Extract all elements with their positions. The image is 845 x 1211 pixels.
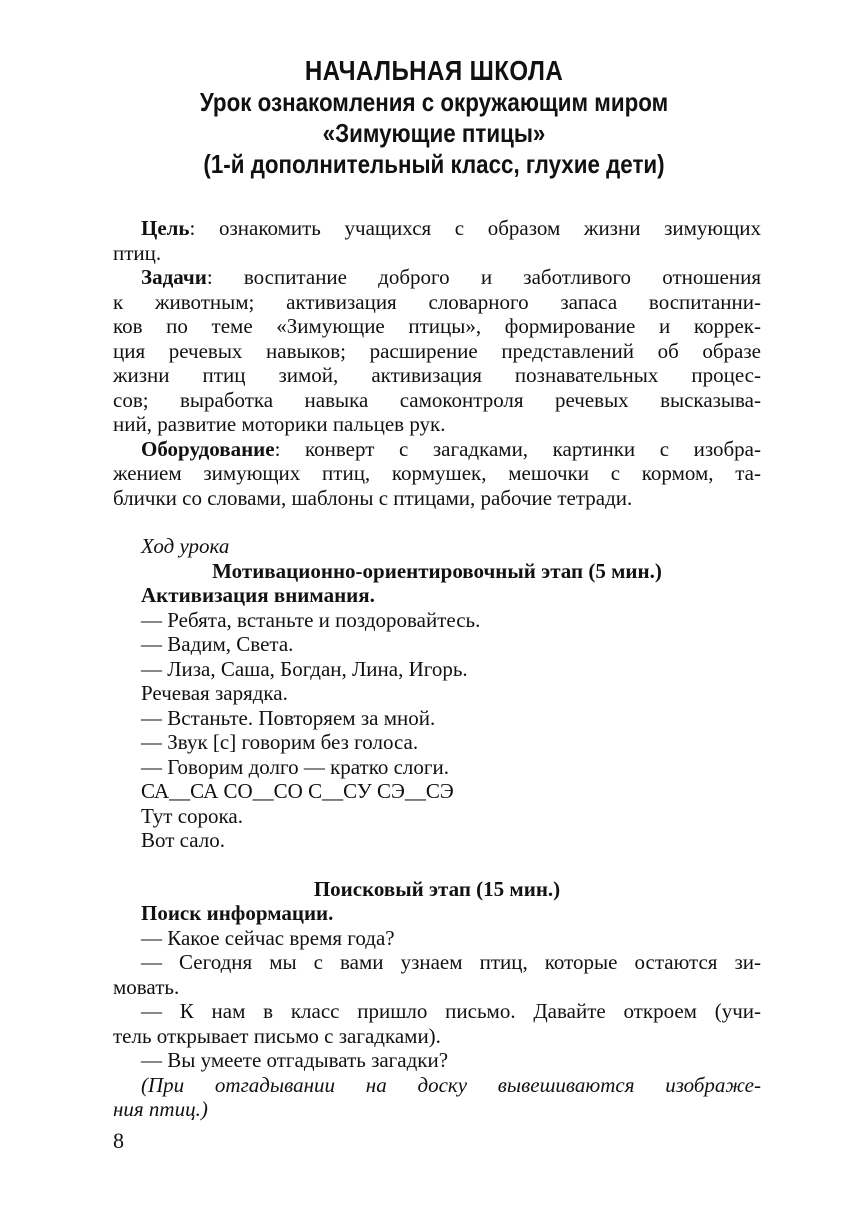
stage1-line: — Говорим долго — кратко слоги. (141, 754, 450, 779)
tasks-line-3: ков по теме «Зимующие птицы», формирование и коррек- (113, 314, 761, 338)
syllables-line: СА__СА СО__СО С__СУ СЭ__СЭ (141, 779, 454, 803)
stage1-line: — Лиза, Саша, Богдан, Лина, Игорь. (141, 656, 468, 681)
stage2-line: — Вы умеете отгадывать загадки? (141, 1048, 449, 1072)
page-number: 8 (113, 1128, 124, 1153)
equipment-paragraph (141, 437, 761, 462)
stage1-title: Мотивационно-ориентировочный этап (5 мин.) (212, 558, 662, 583)
tasks-line-6: сов; выработка навыка самоконтроля речевых высказыва- (113, 387, 761, 412)
stage2-title: Поисковый этап (15 мин.) (313, 876, 561, 901)
tasks-line-4: ция речевых навыков; расширение представлений об образе (113, 338, 761, 363)
goal-label: Цель (141, 216, 190, 240)
stage1-subtitle: Активизация внимания. (141, 583, 375, 607)
lesson-audience: (1-й дополнительный класс, глухие дети) (203, 149, 665, 179)
spacer (141, 853, 761, 877)
tasks-paragraph (141, 265, 761, 290)
equipment-line-3: блички со словами, шаблоны с птицами, рабочие тетради. (113, 485, 633, 510)
equipment-line-2: жением зимующих птиц, кормушек, мешочки с кормом, та- (113, 461, 761, 485)
course-label: Ход урока (141, 534, 230, 558)
stage2-line: тель открывает письмо с загадками). (113, 1023, 441, 1048)
stage1-line: — Звук [с] говорим без голоса. (141, 730, 419, 754)
tasks-label: Задачи (141, 265, 207, 289)
spacer (141, 510, 761, 534)
stage1-line: Вот сало. (141, 828, 225, 852)
stage2-subtitle: Поиск информации. (141, 901, 334, 925)
document-body (113, 216, 761, 1122)
section-heading: НАЧАЛЬНАЯ ШКОЛА (304, 55, 564, 86)
stage2-line: — Какое сейчас время года? (141, 925, 395, 950)
tasks-line-2: к животным; активизация словарного запаса воспитанни- (113, 289, 761, 314)
stage1-line: Тут сорока. (141, 803, 243, 828)
equipment-line-1: : конверт с загадками, картинки с изобра- (274, 436, 761, 461)
tasks-line-1: : воспитание доброго и заботливого отношения (206, 265, 761, 289)
stage2-note: (При отгадывании на доску вывешиваются изображе- (141, 1072, 761, 1097)
lesson-title: Урок ознакомления с окружающим миром (199, 87, 669, 117)
stage2-line: мовать. (113, 974, 180, 999)
equipment-label: Оборудование (141, 436, 275, 461)
stage2-line: — К нам в класс пришло письмо. Давайте откроем (учи- (141, 999, 761, 1023)
goal-text-line-2: птиц. (113, 240, 162, 265)
stage1-line: Речевая зарядка. (141, 681, 288, 705)
goal-paragraph (141, 216, 761, 241)
stage2-line: — Сегодня мы с вами узнаем птиц, которые остаются зи- (141, 950, 761, 974)
stage2-note: ния птиц.) (113, 1097, 208, 1121)
stage1-line: — Встаньте. Повторяем за мной. (141, 705, 436, 730)
tasks-line-7: ний, развитие моторики пальцев рук. (113, 412, 446, 436)
stage1-line: — Ребята, встаньте и поздоровайтесь. (141, 607, 481, 632)
tasks-line-5: жизни птиц зимой, активизация познавательных процес- (113, 363, 761, 387)
stage1-line: — Вадим, Света. (141, 632, 294, 656)
title-block (155, 54, 712, 180)
goal-text-line-1: : ознакомить учащихся с образом жизни зимующих (189, 216, 761, 240)
lesson-topic: «Зимующие птицы» (322, 118, 546, 148)
